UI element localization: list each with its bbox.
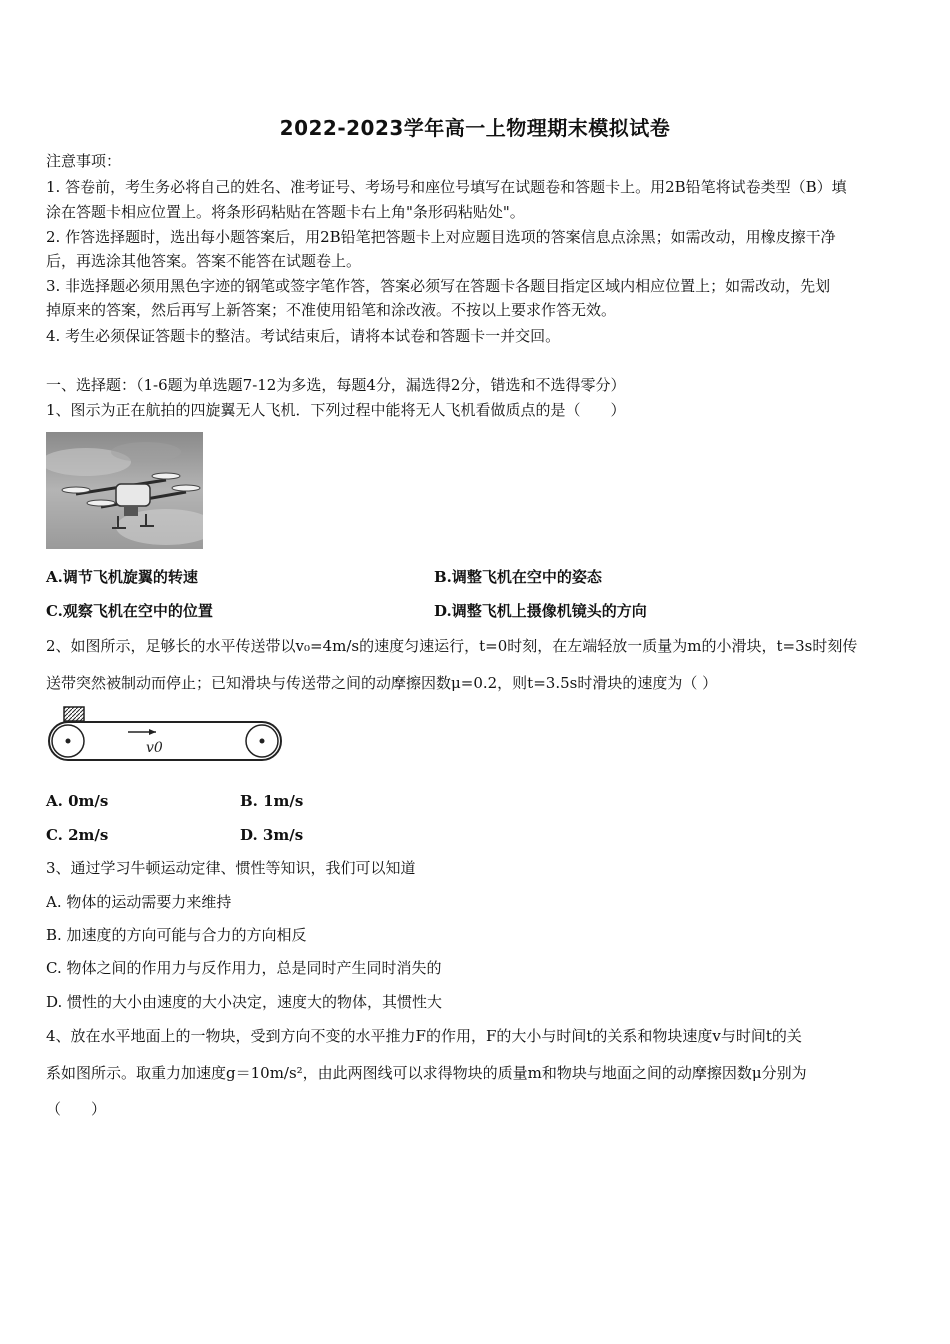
page-title: 2022-2023学年高一上物理期末模拟试卷 xyxy=(279,116,671,140)
q3-option-b: B. 加速度的方向可能与合力的方向相反 xyxy=(46,926,307,944)
notice-line: 2. 作答选择题时，选出每小题答案后，用2B铅笔把答题卡上对应题目选项的答案信息点涂黑；如需改动，用橡皮擦干净 xyxy=(46,228,836,246)
notice-heading: 注意事项： xyxy=(46,152,122,170)
question-4-stem: 4、放在水平地面上的一物块，受到方向不变的水平推力F的作用，F的大小与时间t的关系和物块速度v与时间t的关 xyxy=(46,1027,802,1045)
notice-line: 后，再选涂其他答案。答案不能答在试题卷上。 xyxy=(46,252,362,270)
q1-option-c: C.观察飞机在空中的位置 xyxy=(46,602,213,620)
question-4-stem: 系如图所示。取重力加速度g＝10m/s²，由此两图线可以求得物块的质量m和物块与地面之间的动摩擦因数μ分别为 xyxy=(46,1064,807,1082)
q1-option-d: D.调整飞机上摄像机镜头的方向 xyxy=(434,602,647,620)
question-1-stem: 1、图示为正在航拍的四旋翼无人飞机．下列过程中能将无人飞机看做质点的是（ ） xyxy=(46,401,626,419)
question-2-stem: 送带突然被制动而停止；已知滑块与传送带之间的动摩擦因数μ=0.2，则t=3.5s时滑块的速度为（ ） xyxy=(46,674,718,692)
q3-option-c: C. 物体之间的作用力与反作用力，总是同时产生同时消失的 xyxy=(46,959,442,977)
drone-photo xyxy=(46,432,203,549)
section-heading: 一、选择题：（1-6题为单选题7-12为多选，每题4分，漏选得2分，错选和不选得零分） xyxy=(46,376,626,394)
notice-line: 掉原来的答案，然后再写上新答案；不准使用铅笔和涂改液。不按以上要求作答无效。 xyxy=(46,301,617,319)
q2-option-c: C. 2m/s xyxy=(46,826,109,844)
q2-option-a: A. 0m/s xyxy=(46,792,109,810)
question-4-stem: （ ） xyxy=(46,1100,107,1118)
q3-option-a: A. 物体的运动需要力来维持 xyxy=(46,893,232,911)
slider-block xyxy=(64,707,84,721)
q3-option-d: D. 惯性的大小由速度的大小决定，速度大的物体，其惯性大 xyxy=(46,993,443,1011)
conveyor-belt-diagram xyxy=(48,705,284,763)
notice-line: 1. 答卷前，考生务必将自己的姓名、准考证号、考场号和座位号填写在试题卷和答题卡上。用2B铅笔将试卷类型（B）填 xyxy=(46,178,847,196)
question-3-stem: 3、通过学习牛顿运动定律、惯性等知识，我们可以知道 xyxy=(46,859,416,877)
velocity-label: v0 xyxy=(146,740,163,756)
notice-line: 3. 非选择题必须用黑色字迹的钢笔或签字笔作答，答案必须写在答题卡各题目指定区域内相应位置上；如需改动，先划 xyxy=(46,277,831,295)
q1-option-b: B.调整飞机在空中的姿态 xyxy=(434,568,602,586)
q2-option-d: D. 3m/s xyxy=(240,826,304,844)
notice-line: 涂在答题卡相应位置上。将条形码粘贴在答题卡右上角"条形码粘贴处"。 xyxy=(46,203,525,221)
q2-option-b: B. 1m/s xyxy=(240,792,304,810)
notice-line: 4. 考生必须保证答题卡的整洁。考试结束后，请将本试卷和答题卡一并交回。 xyxy=(46,327,561,345)
q1-option-a: A.调节飞机旋翼的转速 xyxy=(46,568,198,586)
question-2-stem: 2、如图所示，足够长的水平传送带以v₀=4m/s的速度匀速运行，t=0时刻，在左端轻放一质量为m的小滑块，t=3s时刻传 xyxy=(46,637,858,655)
